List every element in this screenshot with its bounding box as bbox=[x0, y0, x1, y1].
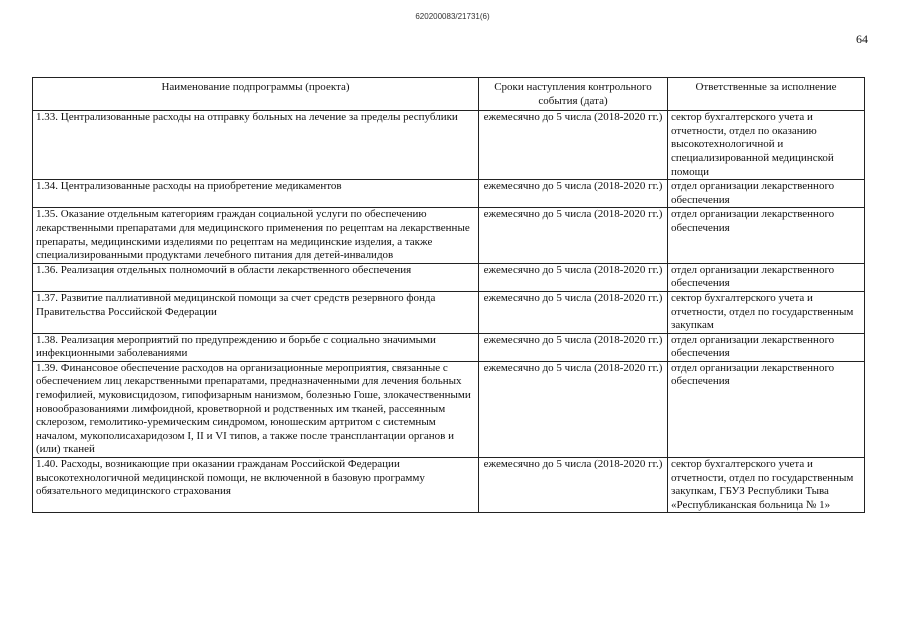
table-row bbox=[33, 263, 865, 291]
subprogram-name-cell: 1.34. Централизованные расходы на приобретение медикаментов bbox=[33, 180, 479, 208]
responsible-cell: сектор бухгалтерского учета и отчетности, отдел по государственным закупкам bbox=[668, 291, 865, 333]
responsible-cell: сектор бухгалтерского учета и отчетности, отдел по государственным закупкам, ГБУЗ Республики Тыва «Республиканская больница № 1» bbox=[668, 458, 865, 513]
responsible-cell: отдел организации лекарственного обеспечения bbox=[668, 263, 865, 291]
subprogram-name-cell: 1.38. Реализация мероприятий по предупреждению и борьбе с социально значимыми инфекционными заболеваниями bbox=[33, 333, 479, 361]
document-code: 620200083/21731(6) bbox=[415, 12, 490, 21]
header-control-event-date: Сроки наступления контрольного события (дата) bbox=[479, 78, 668, 111]
page-number: 64 bbox=[856, 32, 868, 46]
header-subprogram-name: Наименование подпрограммы (проекта) bbox=[33, 78, 479, 111]
subprogram-name-cell: 1.37. Развитие паллиативной медицинской помощи за счет средств резервного фонда Правительства Российской Федерации bbox=[33, 291, 479, 333]
subprogram-name-cell: 1.35. Оказание отдельным категориям граждан социальной услуги по обеспечению лекарственными препаратами для медицинского применения по рецептам на лекарственные препараты, медицинскими изделиями по рецептам на медицинские изделия, а также специализированными продуктами лечебного питания для детей-инвалидов bbox=[33, 208, 479, 263]
subprogram-name-cell: 1.36. Реализация отдельных полномочий в области лекарственного обеспечения bbox=[33, 263, 479, 291]
responsible-cell: отдел организации лекарственного обеспечения bbox=[668, 180, 865, 208]
table-row bbox=[33, 291, 865, 333]
control-date-cell: ежемесячно до 5 числа (2018-2020 гг.) bbox=[479, 180, 668, 208]
header-responsible: Ответственные за исполнение bbox=[668, 78, 865, 111]
table-row bbox=[33, 180, 865, 208]
table-row bbox=[33, 208, 865, 263]
responsible-cell: сектор бухгалтерского учета и отчетности, отдел по оказанию высокотехнологичной и специализированной медицинской помощи bbox=[668, 111, 865, 180]
control-date-cell: ежемесячно до 5 числа (2018-2020 гг.) bbox=[479, 208, 668, 263]
responsible-cell: отдел организации лекарственного обеспечения bbox=[668, 208, 865, 263]
subprogram-name-cell: 1.39. Финансовое обеспечение расходов на организационные мероприятия, связанные с обеспечением лиц лекарственными препаратами, предназначенными для лечения больных гемофилией, муковисцидозом, гипофизарным нанизмом, болезнью Гоше, злокачественными новообразованиями лимфоидной, кроветворной и родственных им тканей, рассеянным склерозом, гемолитико-уремическим синдромом, юношеским артритом с системным началом, мукополисахаридозом I, II и VI типов, а также после трансплантации органов и (или) тканей bbox=[33, 361, 479, 457]
table-row bbox=[33, 111, 865, 180]
responsible-cell: отдел организации лекарственного обеспечения bbox=[668, 333, 865, 361]
responsible-cell: отдел организации лекарственного обеспечения bbox=[668, 361, 865, 457]
table-row bbox=[33, 458, 865, 513]
subprogram-name-cell: 1.40. Расходы, возникающие при оказании гражданам Российской Федерации высокотехнологичной медицинской помощи, не включенной в базовую программу обязательного медицинского страхования bbox=[33, 458, 479, 513]
control-date-cell: ежемесячно до 5 числа (2018-2020 гг.) bbox=[479, 361, 668, 457]
control-date-cell: ежемесячно до 5 числа (2018-2020 гг.) bbox=[479, 333, 668, 361]
table-row bbox=[33, 361, 865, 457]
control-date-cell: ежемесячно до 5 числа (2018-2020 гг.) bbox=[479, 111, 668, 180]
control-date-cell: ежемесячно до 5 числа (2018-2020 гг.) bbox=[479, 291, 668, 333]
table-row bbox=[33, 333, 865, 361]
subprogram-table bbox=[32, 77, 865, 513]
table-header-row bbox=[33, 78, 865, 111]
control-date-cell: ежемесячно до 5 числа (2018-2020 гг.) bbox=[479, 458, 668, 513]
control-date-cell: ежемесячно до 5 числа (2018-2020 гг.) bbox=[479, 263, 668, 291]
subprogram-name-cell: 1.33. Централизованные расходы на отправку больных на лечение за пределы республики bbox=[33, 111, 479, 180]
